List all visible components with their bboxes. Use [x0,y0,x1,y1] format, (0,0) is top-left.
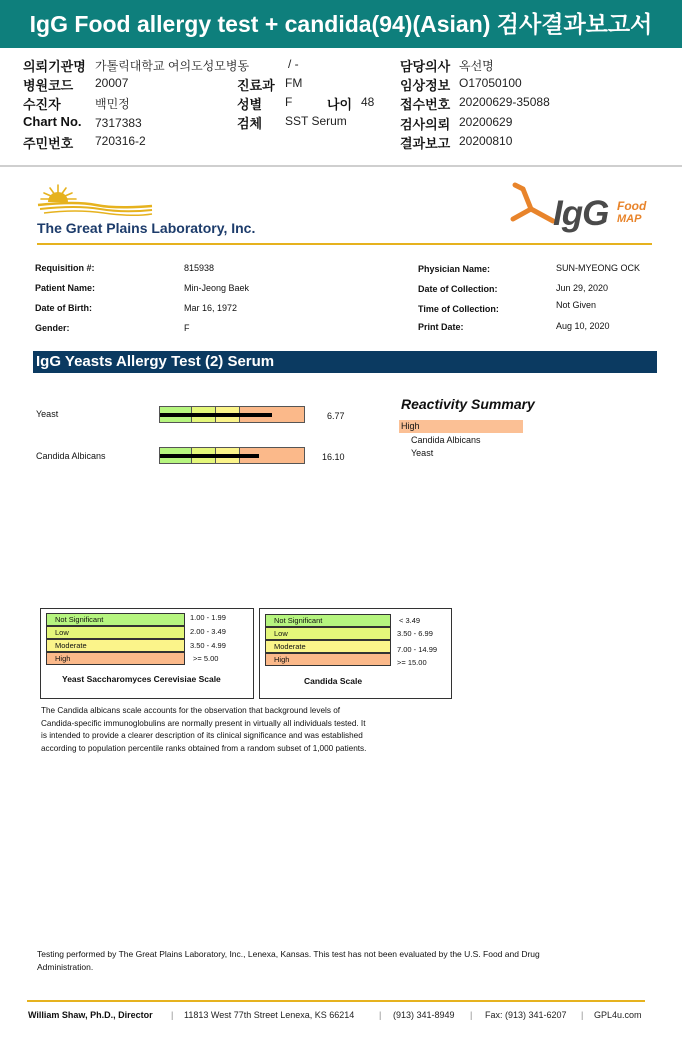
korean-header-block [0,48,682,166]
footer-fax: Fax: (913) 341-6207 [485,1010,567,1020]
gender-value: F [184,323,190,333]
explanation-line: is intended to provide a clearer description of its clinical significance and was established [41,731,363,740]
collection-date-value: Jun 29, 2020 [556,283,609,293]
result-value-yeast: 6.77 [327,411,345,421]
chart-no-value: 7317383 [95,116,142,130]
sex-label: 성별 [237,97,263,112]
header-divider [0,165,682,167]
resident-no-label: 주민번호 [23,136,74,151]
chart-no-label: Chart No. [23,114,82,129]
gender-label: Gender: [35,323,70,333]
specimen-value: SST Serum [285,114,347,128]
reactivity-level-high: High [399,420,523,433]
yeast-scale-row: Not Significant [46,613,185,626]
hospital-code-value: 20007 [95,76,129,90]
candida-scale-row: Low [265,627,391,640]
candida-scale-range: >= 15.00 [397,658,427,667]
yeast-scale-row: Low [46,626,185,639]
request-date-value: 20200629 [459,115,513,129]
antibody-logo-icon [509,181,559,229]
yeast-scale-row: High [46,652,185,665]
ward-slash: / - [288,57,299,71]
resident-no-value: 720316-2 [95,134,146,148]
doctor-value: 옥선명 [459,59,494,73]
igg-logo-food: Food [617,199,647,213]
candida-scale-row: Moderate [265,640,391,653]
footer-web: GPL4u.com [594,1010,642,1020]
dob-value: Mar 16, 1972 [184,303,238,313]
report-date-label: 결과보고 [400,136,451,151]
request-date-label: 검사의뢰 [400,117,451,132]
footer-separator: | [171,1010,174,1020]
report-date-value: 20200810 [459,134,513,148]
explanation-paragraph [41,705,366,755]
logo-divider [37,243,652,245]
clinical-info-value: O17050100 [459,76,522,90]
clinical-info-label: 임상정보 [400,78,451,93]
age-label: 나이 [327,97,353,112]
print-date-label: Print Date: [418,322,464,332]
institution-label: 의뢰기관명 [23,59,86,74]
disclaimer-line: Administration. [37,961,94,972]
igg-logo-text: IgG [553,194,609,233]
candida-scale-range: 3.50 - 6.99 [397,629,433,638]
reactivity-item: Candida Albicans [411,435,481,445]
candida-scale-row: Not Significant [265,614,391,627]
dob-label: Date of Birth: [35,303,92,313]
footer-separator: | [470,1010,473,1020]
reactivity-item: Yeast [411,448,434,458]
receipt-no-value: 20200629-35088 [459,95,550,109]
yeast-scale-row: Moderate [46,639,185,652]
yeast-scale-range: 1.00 - 1.99 [190,613,226,622]
physician-label: Physician Name: [418,264,491,274]
footer-divider [27,1000,645,1002]
explanation-line: according to population percentile ranks obtained from a random subset of 1,000 patients. [41,743,367,753]
igg-logo-map: MAP [617,213,642,225]
explanation-line: Candida-specific immunoglobulins are normally present in virtually all individuals tested. It [41,718,366,728]
result-line-yeast [160,413,272,417]
explanation-line: The Candida albicans scale accounts for the observation that background levels of [41,706,341,715]
footer-address: 11813 West 77th Street Lenexa, KS 66214 [184,1010,355,1020]
candida-scale-range: < 3.49 [399,616,421,625]
result-value-candida: 16.10 [322,452,345,462]
report-banner-title: IgG Food allergy test + candida(94)(Asian) 검사결과보고서 [0,0,682,48]
physician-value: SUN-MYEONG OCK [556,263,641,273]
sex-value: F [285,95,293,109]
sun-logo-icon [36,181,154,221]
patient-name-label: Patient Name: [35,283,96,293]
age-value: 48 [361,95,375,109]
disclaimer [37,948,540,973]
result-name-candida: Candida Albicans [36,451,106,461]
doctor-label: 담당의사 [400,59,451,74]
candida-scale-row: High [265,653,391,666]
collection-time-value: Not Given [556,300,597,310]
result-line-candida [160,454,259,458]
result-name-yeast: Yeast [36,409,59,419]
footer-separator: | [379,1010,382,1020]
yeast-scale-range: 3.50 - 4.99 [190,641,226,650]
section-title: IgG Yeasts Allergy Test (2) Serum [33,351,657,373]
disclaimer-line: Testing performed by The Great Plains Laboratory, Inc., Lenexa, Kansas. This test has not been evaluated by the U.S. Food and Drug [37,949,540,959]
department-label: 진료과 [237,78,275,93]
collection-time-label: Time of Collection: [418,304,499,314]
yeast-scale-range: >= 5.00 [193,654,219,663]
yeast-scale-range: 2.00 - 3.49 [190,627,226,636]
footer-phone: (913) 341-8949 [393,1010,455,1020]
footer-separator: | [581,1010,584,1020]
patient-value: 백민정 [95,97,130,111]
hospital-code-label: 병원코드 [23,78,74,93]
candida-scale-range: 7.00 - 14.99 [397,645,438,654]
specimen-label: 검체 [237,116,263,131]
reactivity-summary-title: Reactivity Summary [401,396,535,412]
patient-label: 수진자 [23,97,61,112]
institution-value: 가톨릭대학교 여의도성모병동 [95,59,250,73]
print-date-value: Aug 10, 2020 [556,321,610,331]
yeast-scale-caption: Yeast Saccharomyces Cerevisiae Scale [62,674,221,684]
department-value: FM [285,76,303,90]
receipt-no-label: 접수번호 [400,97,451,112]
requisition-value: 815938 [184,263,215,273]
lab-name: The Great Plains Laboratory, Inc. [37,220,256,236]
collection-date-label: Date of Collection: [418,284,498,294]
footer-director: William Shaw, Ph.D., Director [28,1010,153,1020]
requisition-label: Requisition #: [35,263,95,273]
candida-scale-caption: Candida Scale [304,676,363,686]
patient-name-value: Min-Jeong Baek [184,283,250,293]
